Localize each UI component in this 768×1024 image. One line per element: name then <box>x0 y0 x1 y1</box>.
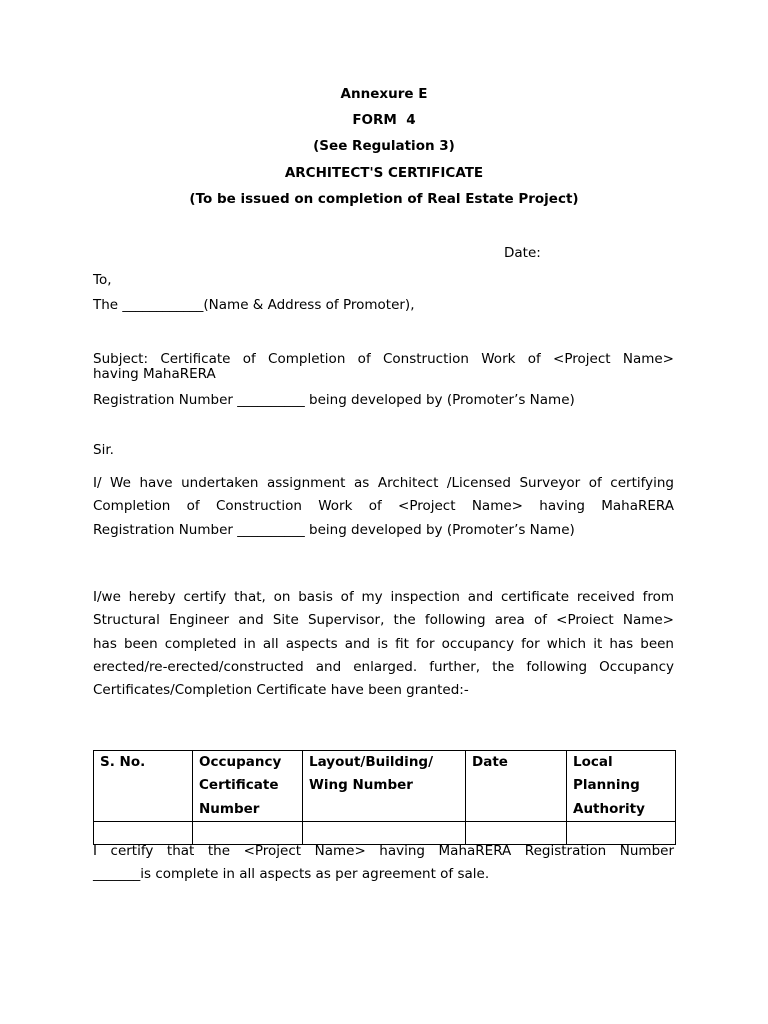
table-header-row <box>94 751 676 822</box>
paragraph-line: _______is complete in all aspects as per agreement of sale. <box>93 866 490 883</box>
certificate-subtitle: (To be issued on completion of Real Estate Project) <box>189 191 579 207</box>
paragraph-line: I certify that the <Project Name> having MahaRERA Registration Number <box>93 843 674 859</box>
date-label: Date: <box>504 245 541 261</box>
form-number: FORM 4 <box>352 112 416 128</box>
paragraph-line: has been completed in all aspects and is fit for occupancy for which it has been <box>93 635 674 652</box>
certificates-table <box>93 750 676 845</box>
regulation-reference: (See Regulation 3) <box>313 138 455 154</box>
header-s-no: S. No. <box>94 751 193 822</box>
paragraph-line: Certificates/Completion Certificate have been granted:- <box>93 682 469 699</box>
address-to: To, <box>93 272 112 288</box>
paragraph-line: Registration Number __________ being developed by (Promoter’s Name) <box>93 521 575 538</box>
header-occupancy-certificate-number: Occupancy Certificate Number <box>193 751 303 822</box>
paragraph-line: I/ We have undertaken assignment as Architect /Licensed Surveyor of certifying <box>93 475 674 491</box>
header-date: Date <box>466 751 567 822</box>
address-promoter: The ____________(Name & Address of Promoter), <box>93 297 415 313</box>
header-layout-building-wing-number: Layout/Building/ Wing Number <box>303 751 466 822</box>
paragraph-certification <box>93 586 674 702</box>
paragraph-line: erected/re-erected/constructed and enlarged. further, the following Occupancy <box>93 658 674 675</box>
paragraph-assignment <box>93 472 674 542</box>
subject-line-3: Registration Number __________ being developed by (Promoter’s Name) <box>93 392 575 408</box>
subject-line-2: having MahaRERA <box>93 366 216 382</box>
certificate-title: ARCHITECT'S CERTIFICATE <box>284 165 484 181</box>
paragraph-line: I/we hereby certify that, on basis of my inspection and certificate received from <box>93 589 674 605</box>
paragraph-line: Completion of Construction Work of <Project Name> having MahaRERA <box>93 498 674 515</box>
annexure-heading: Annexure E <box>340 86 428 102</box>
paragraph-final-certification <box>93 840 674 887</box>
subject-line-1: Subject: Certificate of Completion of Construction Work of <Project Name> <box>93 351 674 367</box>
salutation: Sir. <box>93 442 114 458</box>
paragraph-line: Structural Engineer and Site Supervisor, the following area of <Proiect Name> <box>93 612 674 629</box>
header-local-planning-authority: Local Planning Authority <box>567 751 676 822</box>
